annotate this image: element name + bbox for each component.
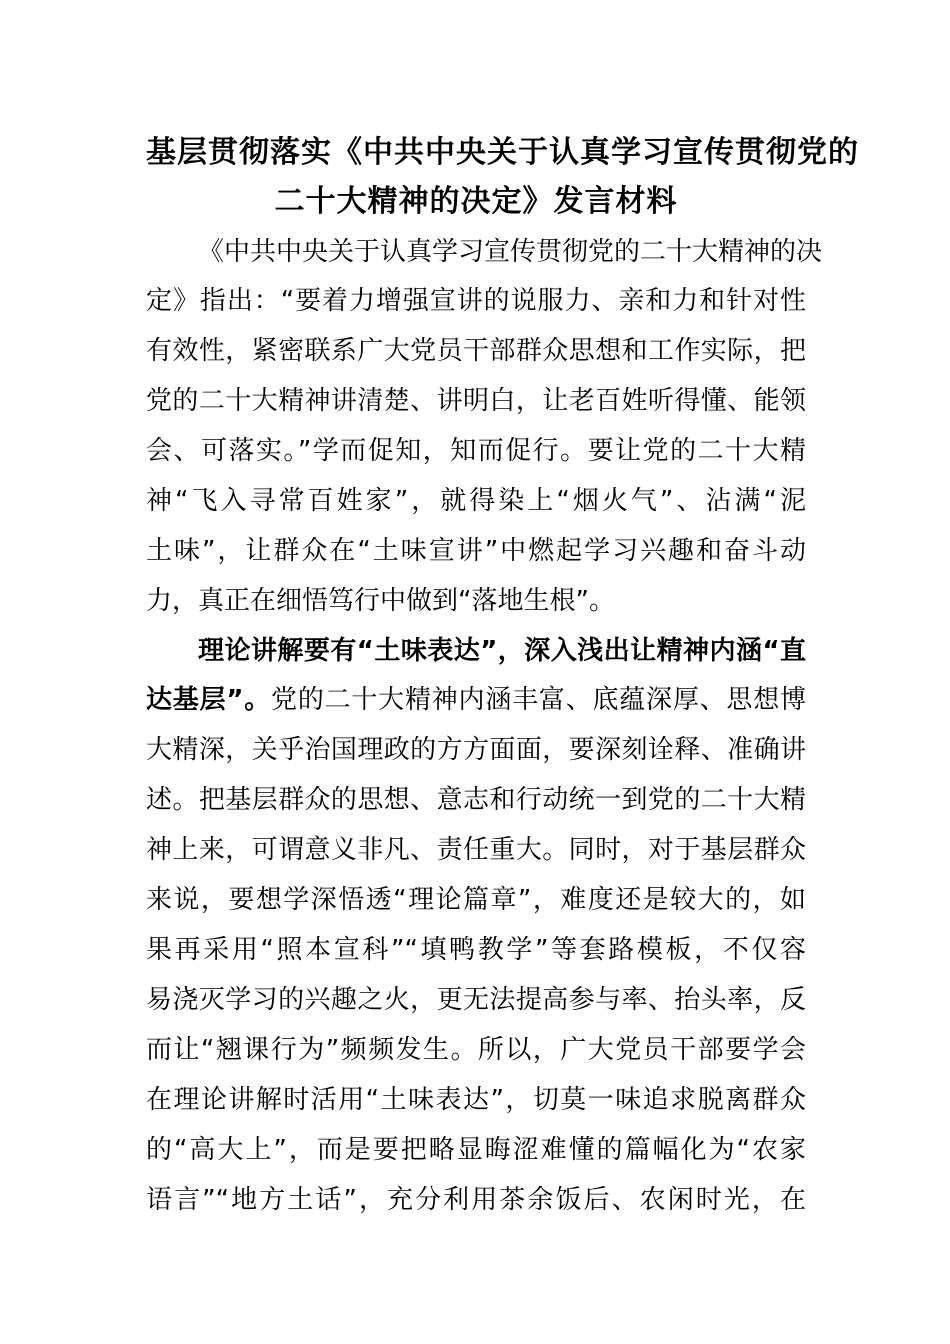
paragraph-1-line: 有效性，紧密联系广大党员干部群众思想和工作实际，把 [146,336,806,366]
document-title-line-1: 基层贯彻落实《中共中央关于认真学习宣传贯彻党的 [146,135,859,170]
paragraph-1-line: 力，真正在细悟笃行中做到“落地生根”。 [146,586,615,616]
paragraph-2-line: 果再采用“照本宣科”“填鸭教学”等套路模板，不仅容 [146,935,806,965]
paragraph-2-heading-end: 达基层”。 [146,685,272,715]
paragraph-1-line: 《中共中央关于认真学习宣传贯彻党的二十大精神的决 [198,237,823,267]
paragraph-2-line [146,684,806,716]
paragraph-2-line: 易浇灭学习的兴趣之火，更无法提高参与率、抬头率，反 [146,985,806,1015]
paragraph-1-line: 神“飞入寻常百姓家”，就得染上“烟火气”、沾满“泥 [146,486,806,516]
paragraph-2-line: 而让“翘课行为”频频发生。所以，广大党员干部要学会 [146,1035,806,1065]
paragraph-2-line: 的“高大上”，而是要把略显晦涩难懂的篇幅化为“农家 [146,1135,806,1165]
paragraph-1-line: 党的二十大精神讲清楚、讲明白，让老百姓听得懂、能领 [146,386,806,416]
paragraph-2-line: 述。把基层群众的思想、意志和行动统一到党的二十大精 [146,785,806,815]
document-title-line-2: 二十大精神的决定》发言材料 [274,184,678,219]
paragraph-1-line: 会、可落实。”学而促知，知而促行。要让党的二十大精 [146,436,806,466]
paragraph-1-line: 定》指出：“要着力增强宣讲的说服力、亲和力和针对性 [146,286,806,316]
paragraph-2-line-text: 党的二十大精神内涵丰富、底蕴深厚、思想博 [271,685,806,715]
paragraph-2-line: 在理论讲解时活用“土味表达”，切莫一味追求脱离群众 [146,1085,806,1115]
paragraph-2-line: 语言”“地方土话”，充分利用茶余饭后、农闲时光，在 [146,1185,806,1215]
paragraph-1-line: 土味”，让群众在“土味宣讲”中燃起学习兴趣和奋斗动 [146,536,806,566]
paragraph-2-line: 大精深，关乎治国理政的方方面面，要深刻诠释、准确讲 [146,735,806,765]
paragraph-2-heading-line: 理论讲解要有“土味表达”，深入浅出让精神内涵“直 [198,636,806,666]
paragraph-2-line: 神上来，可谓意义非凡、责任重大。同时，对于基层群众 [146,835,806,865]
paragraph-2-line: 来说，要想学深悟透“理论篇章”，难度还是较大的，如 [146,885,806,915]
